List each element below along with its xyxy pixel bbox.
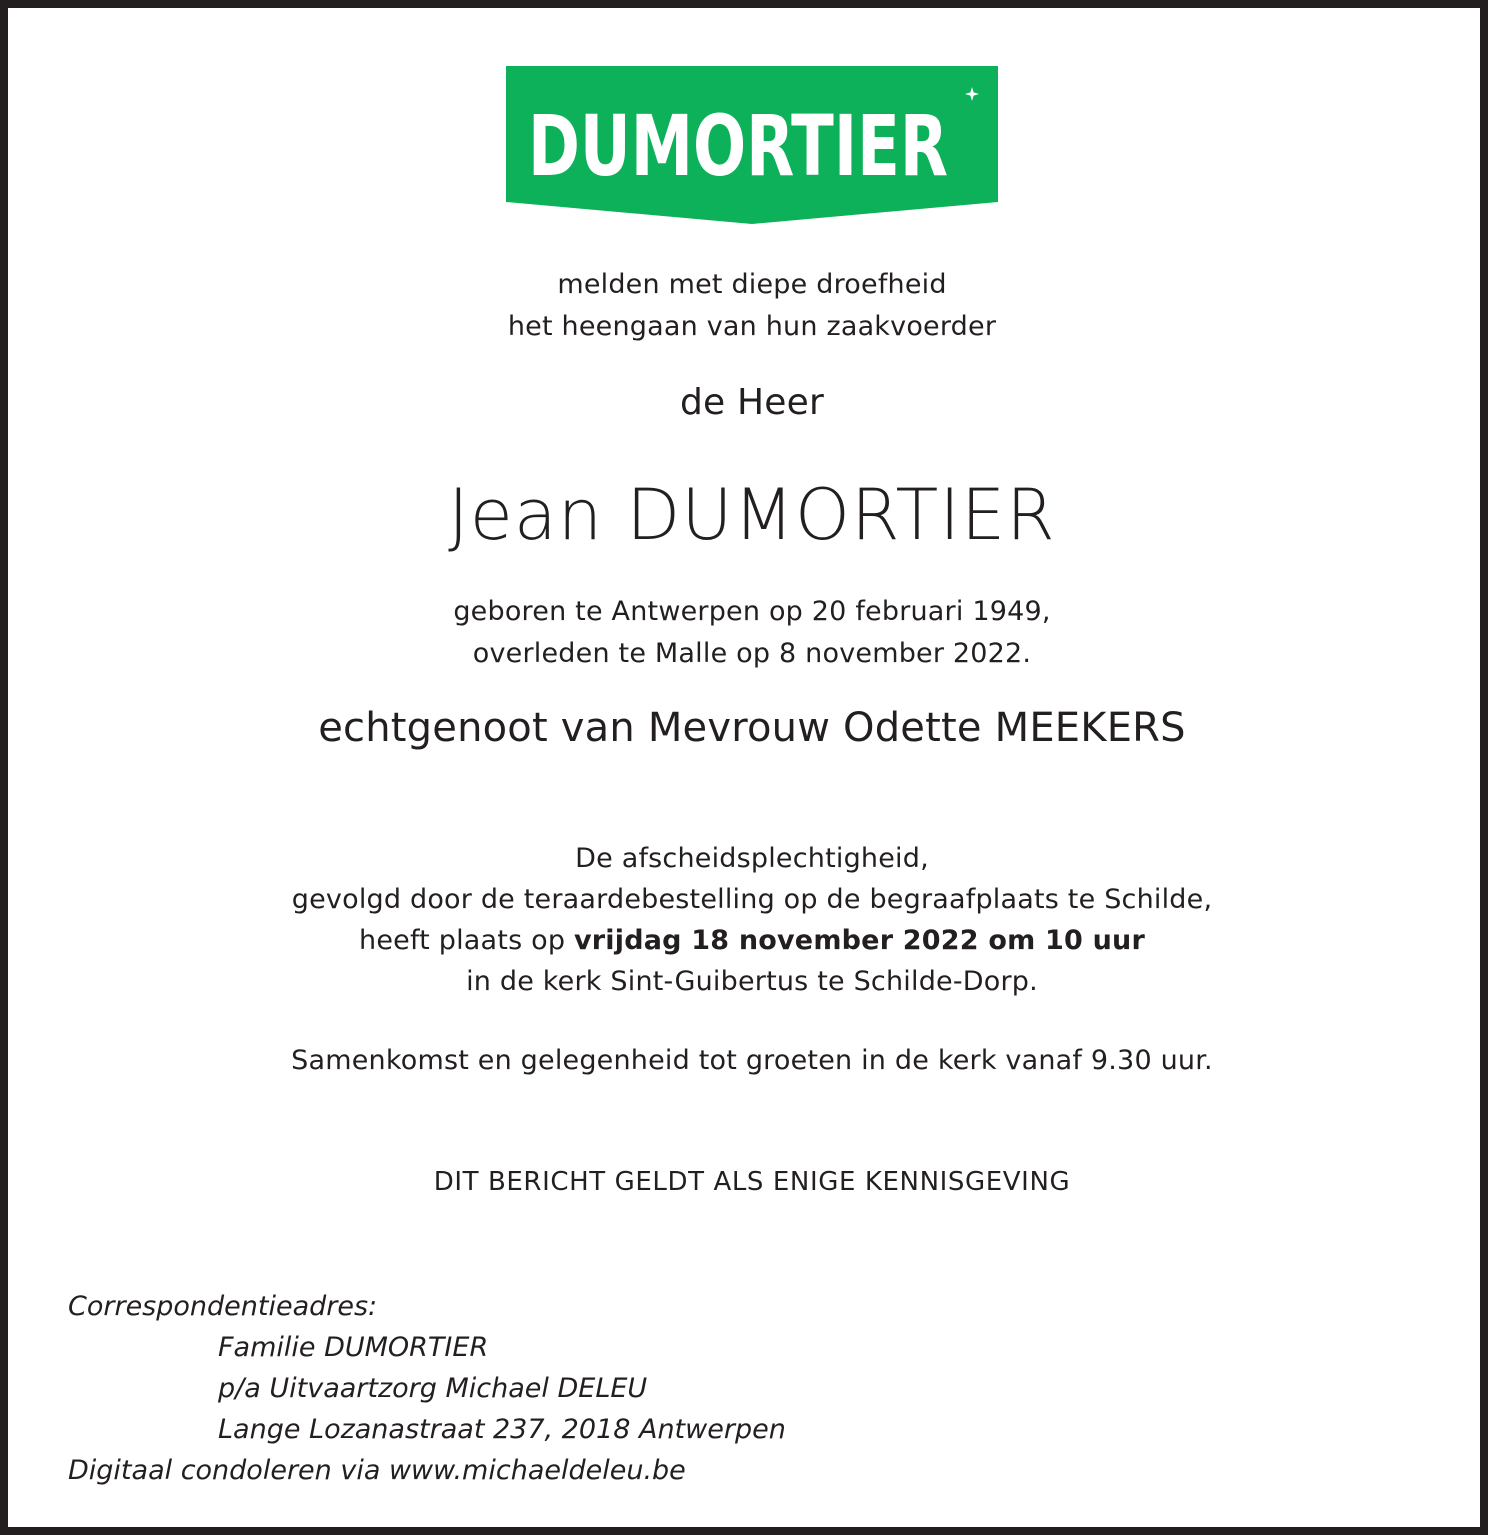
birth-line: geboren te Antwerpen op 20 februari 1949, bbox=[453, 596, 1051, 627]
ceremony-line-4: in de kerk Sint-Guibertus te Schilde-Dorp. bbox=[466, 966, 1038, 997]
company-logo bbox=[506, 66, 998, 224]
ceremony-line-1: De afscheidsplechtigheid, bbox=[575, 843, 929, 874]
ceremony-line-3 bbox=[8, 920, 1488, 961]
correspondence-care-of: p/a Uitvaartzorg Michael DELEU bbox=[218, 1373, 648, 1404]
intro-line-2: het heengaan van hun zaakvoerder bbox=[507, 311, 997, 342]
ceremony-line-3-prefix: heeft plaats op bbox=[359, 925, 574, 956]
correspondence-family: Familie DUMORTIER bbox=[218, 1332, 489, 1363]
correspondence-label: Correspondentieadres: bbox=[68, 1291, 378, 1322]
correspondence-address: Lange Lozanastraat 237, 2018 Antwerpen bbox=[218, 1414, 786, 1445]
spouse-line: echtgenoot van Mevrouw Odette MEEKERS bbox=[318, 705, 1186, 751]
sole-notice-line: DIT BERICHT GELDT ALS ENIGE KENNISGEVING bbox=[433, 1167, 1071, 1197]
honorific: de Heer bbox=[679, 382, 824, 423]
death-line: overleden te Malle op 8 november 2022. bbox=[472, 638, 1032, 669]
condolence-line: Digitaal condoleren via www.michaeldeleu.be bbox=[68, 1455, 686, 1486]
ceremony-details bbox=[8, 838, 1488, 1002]
life-dates bbox=[8, 591, 1488, 675]
logo-text: DUMORTIER bbox=[528, 97, 948, 195]
correspondence-block bbox=[68, 1286, 786, 1491]
intro-text bbox=[8, 264, 1488, 348]
meeting-line: Samenkomst en gelegenheid tot groeten in de kerk vanaf 9.30 uur. bbox=[291, 1045, 1213, 1076]
deceased-name: Jean DUMORTIER bbox=[448, 474, 1056, 556]
intro-line-1: melden met diepe droefheid bbox=[557, 269, 947, 300]
ceremony-date-time: vrijdag 18 november 2022 om 10 uur bbox=[573, 925, 1145, 956]
ceremony-line-2: gevolgd door de teraardebestelling op de begraafplaats te Schilde, bbox=[291, 884, 1213, 915]
